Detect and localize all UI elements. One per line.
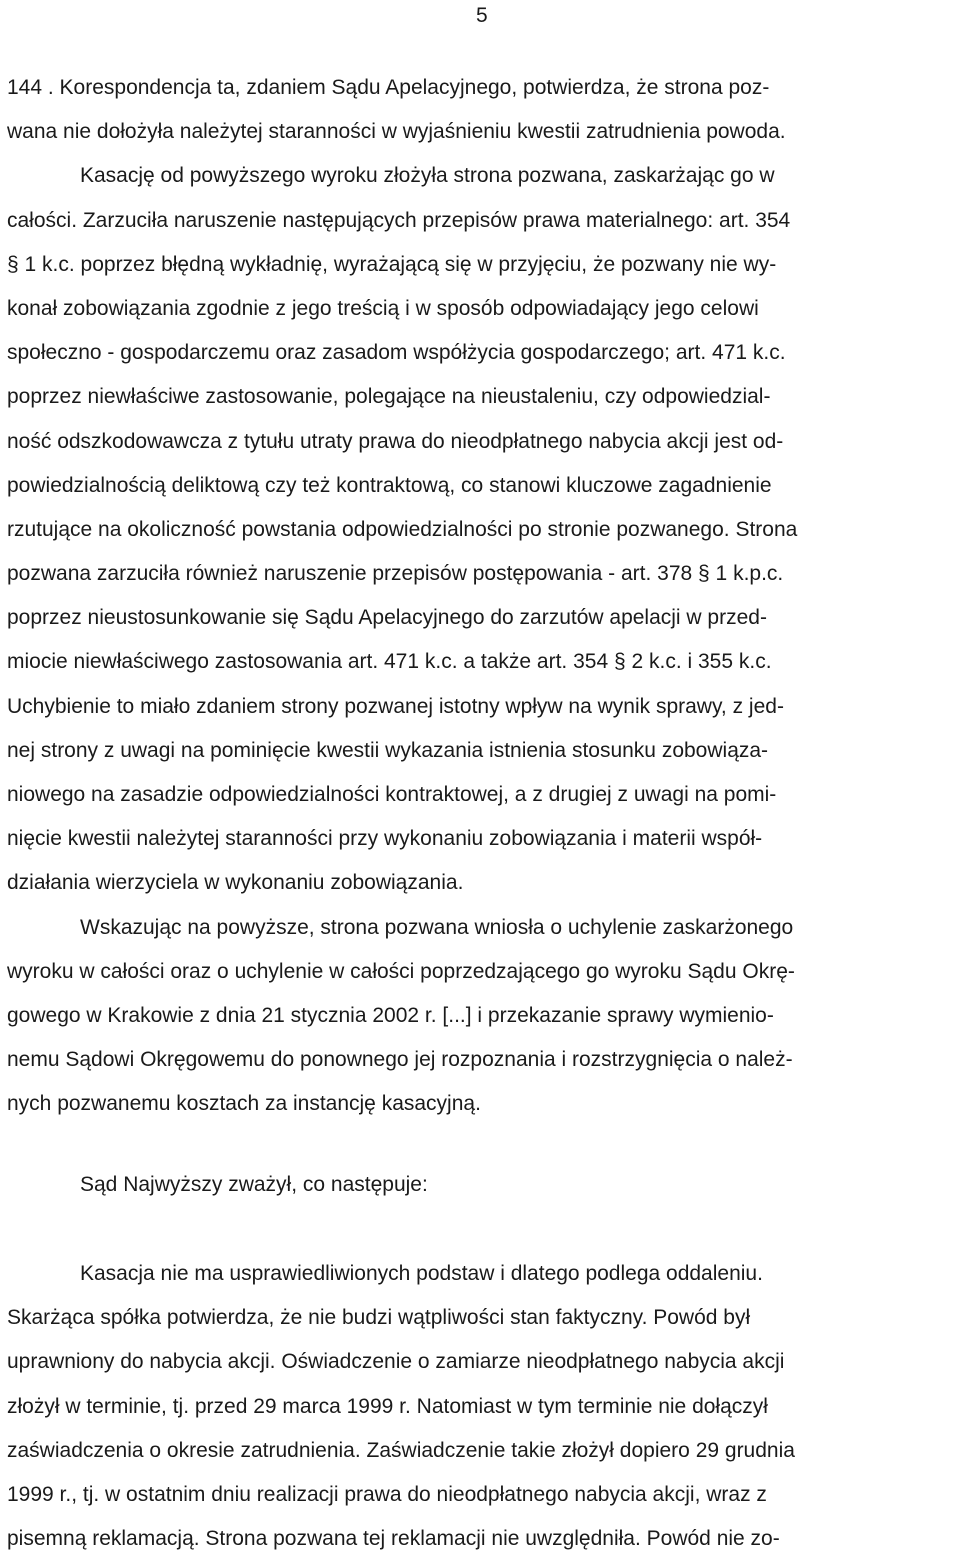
text-line: miocie niewłaściwego zastosowania art. 471 k.c. a także art. 354 § 2 k.c. i 355 k.c. (7, 650, 772, 674)
text-line: uprawniony do nabycia akcji. Oświadczenie o zamiarze nieodpłatnego nabycia akcji (7, 1350, 785, 1374)
text-line: 144 . Korespondencja ta, zdaniem Sądu Apelacyjnego, potwierdza, że strona poz- (7, 76, 770, 99)
text-line: pozwana zarzuciła również naruszenie przepisów postępowania - art. 378 § 1 k.p.c. (7, 562, 784, 586)
text-line: nemu Sądowi Okręgowemu do ponownego jej rozpoznania i rozstrzygnięcia o należ- (7, 1048, 793, 1072)
text-line: powiedzialnością deliktową czy też kontraktową, co stanowi kluczowe zagadnienie (7, 473, 772, 497)
text-line: wana nie dołożyła należytej staranności w wyjaśnieniu kwestii zatrudnienia powoda. (7, 120, 786, 144)
text-line: pisemną reklamacją. Strona pozwana tej reklamacji nie uwzględniła. Powód nie zo- (7, 1527, 780, 1551)
text-line: nięcie kwestii należytej staranności przy wykonaniu zobowiązania i materii współ- (7, 827, 763, 851)
text-line: rzutujące na okoliczność powstania odpowiedzialności po stronie pozwanego. Strona (7, 517, 798, 541)
text-line: § 1 k.c. poprzez błędną wykładnię, wyrażającą się w przyjęciu, że pozwany nie wy- (7, 252, 777, 276)
text-line: ność odszkodowawcza z tytułu utraty prawa do nieodpłatnego nabycia akcji jest od- (7, 429, 784, 453)
body-text-block-2 (7, 1252, 957, 1561)
text-line: Uchybienie to miało zdaniem strony pozwanej istotny wpływ na wynik sprawy, z jed- (7, 694, 784, 718)
body-text-block-1 (7, 66, 957, 1127)
section-heading: Sąd Najwyższy zważył, co następuje: (80, 1173, 428, 1196)
text-line: 1999 r., tj. w ostatnim dniu realizacji prawa do nieodpłatnego nabycia akcji, wraz z (7, 1482, 767, 1506)
text-line: społeczno - gospodarczemu oraz zasadom współżycia gospodarczego; art. 471 k.c. (7, 341, 786, 365)
text-line: konał zobowiązania zgodnie z jego treścią i w sposób odpowiadający jego celowi (7, 296, 759, 320)
text-line: poprzez nieustosunkowanie się Sądu Apelacyjnego do zarzutów apelacji w przed- (7, 606, 767, 630)
text-line: Skarżąca spółka potwierdza, że nie budzi wątpliwości stan faktyczny. Powód był (7, 1306, 751, 1330)
text-line: nej strony z uwagi na pominięcie kwestii wykazania istnienia stosunku zobowiąza- (7, 738, 769, 762)
text-line: wyroku w całości oraz o uchylenie w całości poprzedzającego go wyroku Sądu Okrę- (7, 959, 795, 983)
text-line: Wskazując na powyższe, strona pozwana wniosła o uchylenie zaskarżonego (80, 915, 794, 939)
text-line: działania wierzyciela w wykonaniu zobowiązania. (7, 871, 464, 895)
text-line: poprzez niewłaściwe zastosowanie, polegające na nieustaleniu, czy odpowiedzial- (7, 385, 771, 409)
section-heading-block (7, 1163, 957, 1207)
page-number: 5 (476, 4, 488, 27)
text-line: gowego w Krakowie z dnia 21 stycznia 2002 r. [...] i przekazanie sprawy wymienio- (7, 1003, 774, 1027)
text-line: Kasację od powyższego wyroku złożyła strona pozwana, zaskarżając go w (80, 164, 775, 188)
text-line: Kasacja nie ma usprawiedliwionych podstaw i dlatego podlega oddaleniu. (80, 1262, 763, 1285)
text-line: całości. Zarzuciła naruszenie następujących przepisów prawa materialnego: art. 354 (7, 208, 791, 232)
text-line: niowego na zasadzie odpowiedzialności kontraktowej, a z drugiej z uwagi na pomi- (7, 783, 777, 806)
text-line: złożył w terminie, tj. przed 29 marca 1999 r. Natomiast w tym terminie nie dołączył (7, 1394, 768, 1418)
text-line: zaświadczenia o okresie zatrudnienia. Zaświadczenie takie złożył dopiero 29 grudnia (7, 1438, 795, 1462)
text-line: nych pozwanemu kosztach za instancję kasacyjną. (7, 1092, 481, 1116)
